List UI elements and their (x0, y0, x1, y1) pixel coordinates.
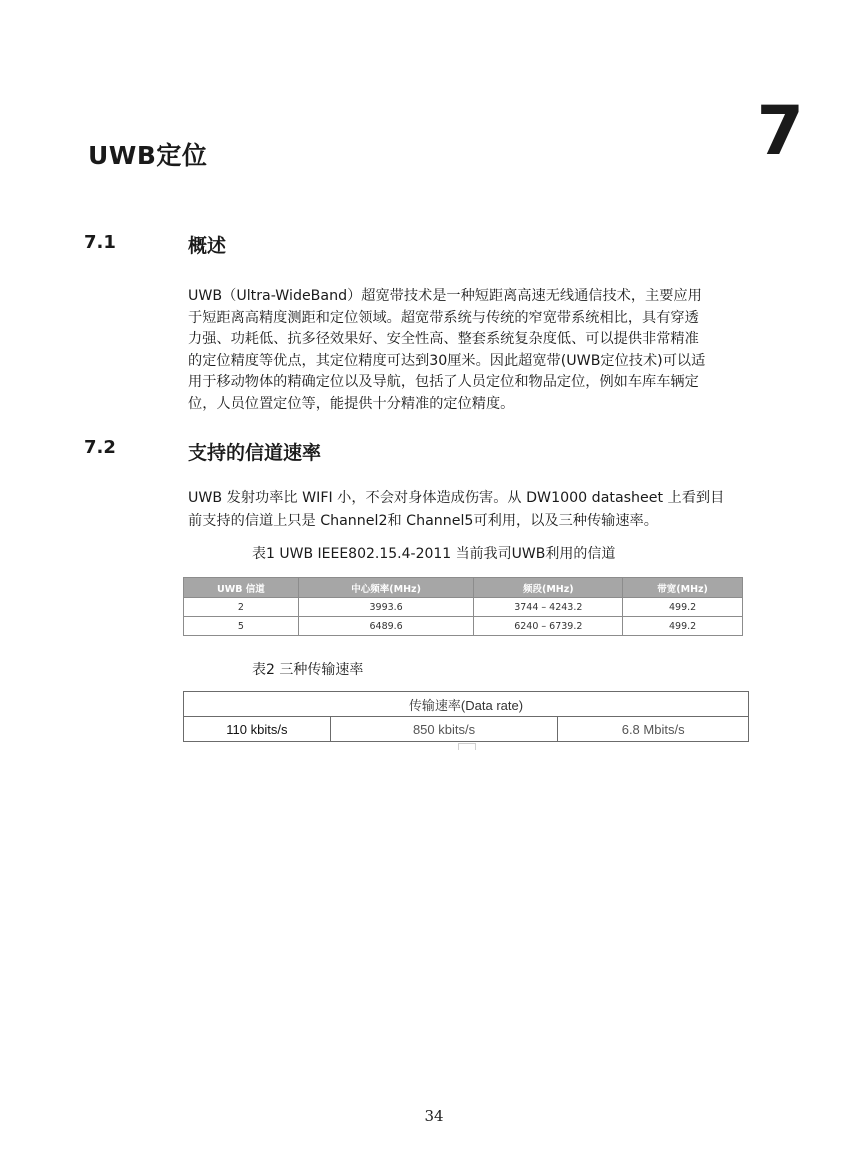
column-header: 带宽(MHz) (623, 578, 743, 598)
column-header: 中心频率(MHz) (298, 578, 474, 598)
paragraph-line: 前支持的信道上只是 Channel2和 Channel5可利用，以及三种传输速率。 (188, 513, 658, 529)
table-anchor-mark (458, 743, 476, 750)
table-cell: 850 kbits/s (330, 717, 558, 742)
paragraph-line: UWB（Ultra-WideBand）超宽带技术是一种短距离高速无线通信技术，主要应用 (188, 288, 702, 304)
paragraph-line: 的定位精度等优点，其定位精度可达到30厘米。因此超宽带(UWB定位技术)可以适 (188, 352, 706, 369)
table-cell: 5 (184, 617, 299, 636)
paragraph-line: 力强、功耗低、抗多径效果好、安全性高、整套系统复杂度低、可以提供非常精准 (188, 331, 699, 348)
section-title: 概述 (188, 235, 227, 257)
table-cell: 499.2 (623, 598, 743, 617)
table-row (184, 598, 743, 617)
table-header-row (184, 578, 743, 598)
column-header: 传输速率(Data rate) (184, 692, 749, 717)
paragraph-line: 于短距离高精度测距和定位领域。超宽带系统与传统的窄宽带系统相比，具有穿透 (188, 309, 699, 326)
table2-caption: 表2 三种传输速率 (252, 662, 364, 678)
table-row (184, 617, 743, 636)
table-cell: 6489.6 (298, 617, 474, 636)
section-number: 7.2 (84, 437, 116, 458)
paragraph-line: 位，人员位置定位等，能提供十分精准的定位精度。 (188, 395, 515, 412)
table-cell: 6.8 Mbits/s (558, 717, 749, 742)
column-header: 频段(MHz) (474, 578, 623, 598)
page-number: 34 (424, 1107, 444, 1125)
section-paragraph (188, 286, 748, 416)
table-row (184, 717, 749, 742)
section-paragraph (188, 487, 748, 533)
table-cell: 3744 – 4243.2 (474, 598, 623, 617)
column-header: UWB 信道 (184, 578, 299, 598)
table-header-row (184, 692, 749, 717)
chapter-number: 7 (756, 92, 804, 171)
table-cell: 6240 – 6739.2 (474, 617, 623, 636)
table1-caption: 表1 UWB IEEE802.15.4-2011 当前我司UWB利用的信道 (252, 546, 616, 562)
table-cell: 499.2 (623, 617, 743, 636)
paragraph-line: UWB 发射功率比 WIFI 小，不会对身体造成伤害。从 DW1000 datasheet 上看到目 (188, 490, 725, 506)
channel-table (183, 577, 743, 636)
section-number: 7.1 (84, 232, 116, 253)
paragraph-line: 用于移动物体的精确定位以及导航，包括了人员定位和物品定位，例如车库车辆定 (188, 374, 699, 391)
table-cell: 3993.6 (298, 598, 474, 617)
data-rate-table (183, 691, 749, 742)
table-cell: 2 (184, 598, 299, 617)
table-cell: 110 kbits/s (184, 717, 331, 742)
section-title: 支持的信道速率 (188, 442, 322, 464)
chapter-title: UWB定位 (88, 141, 208, 170)
